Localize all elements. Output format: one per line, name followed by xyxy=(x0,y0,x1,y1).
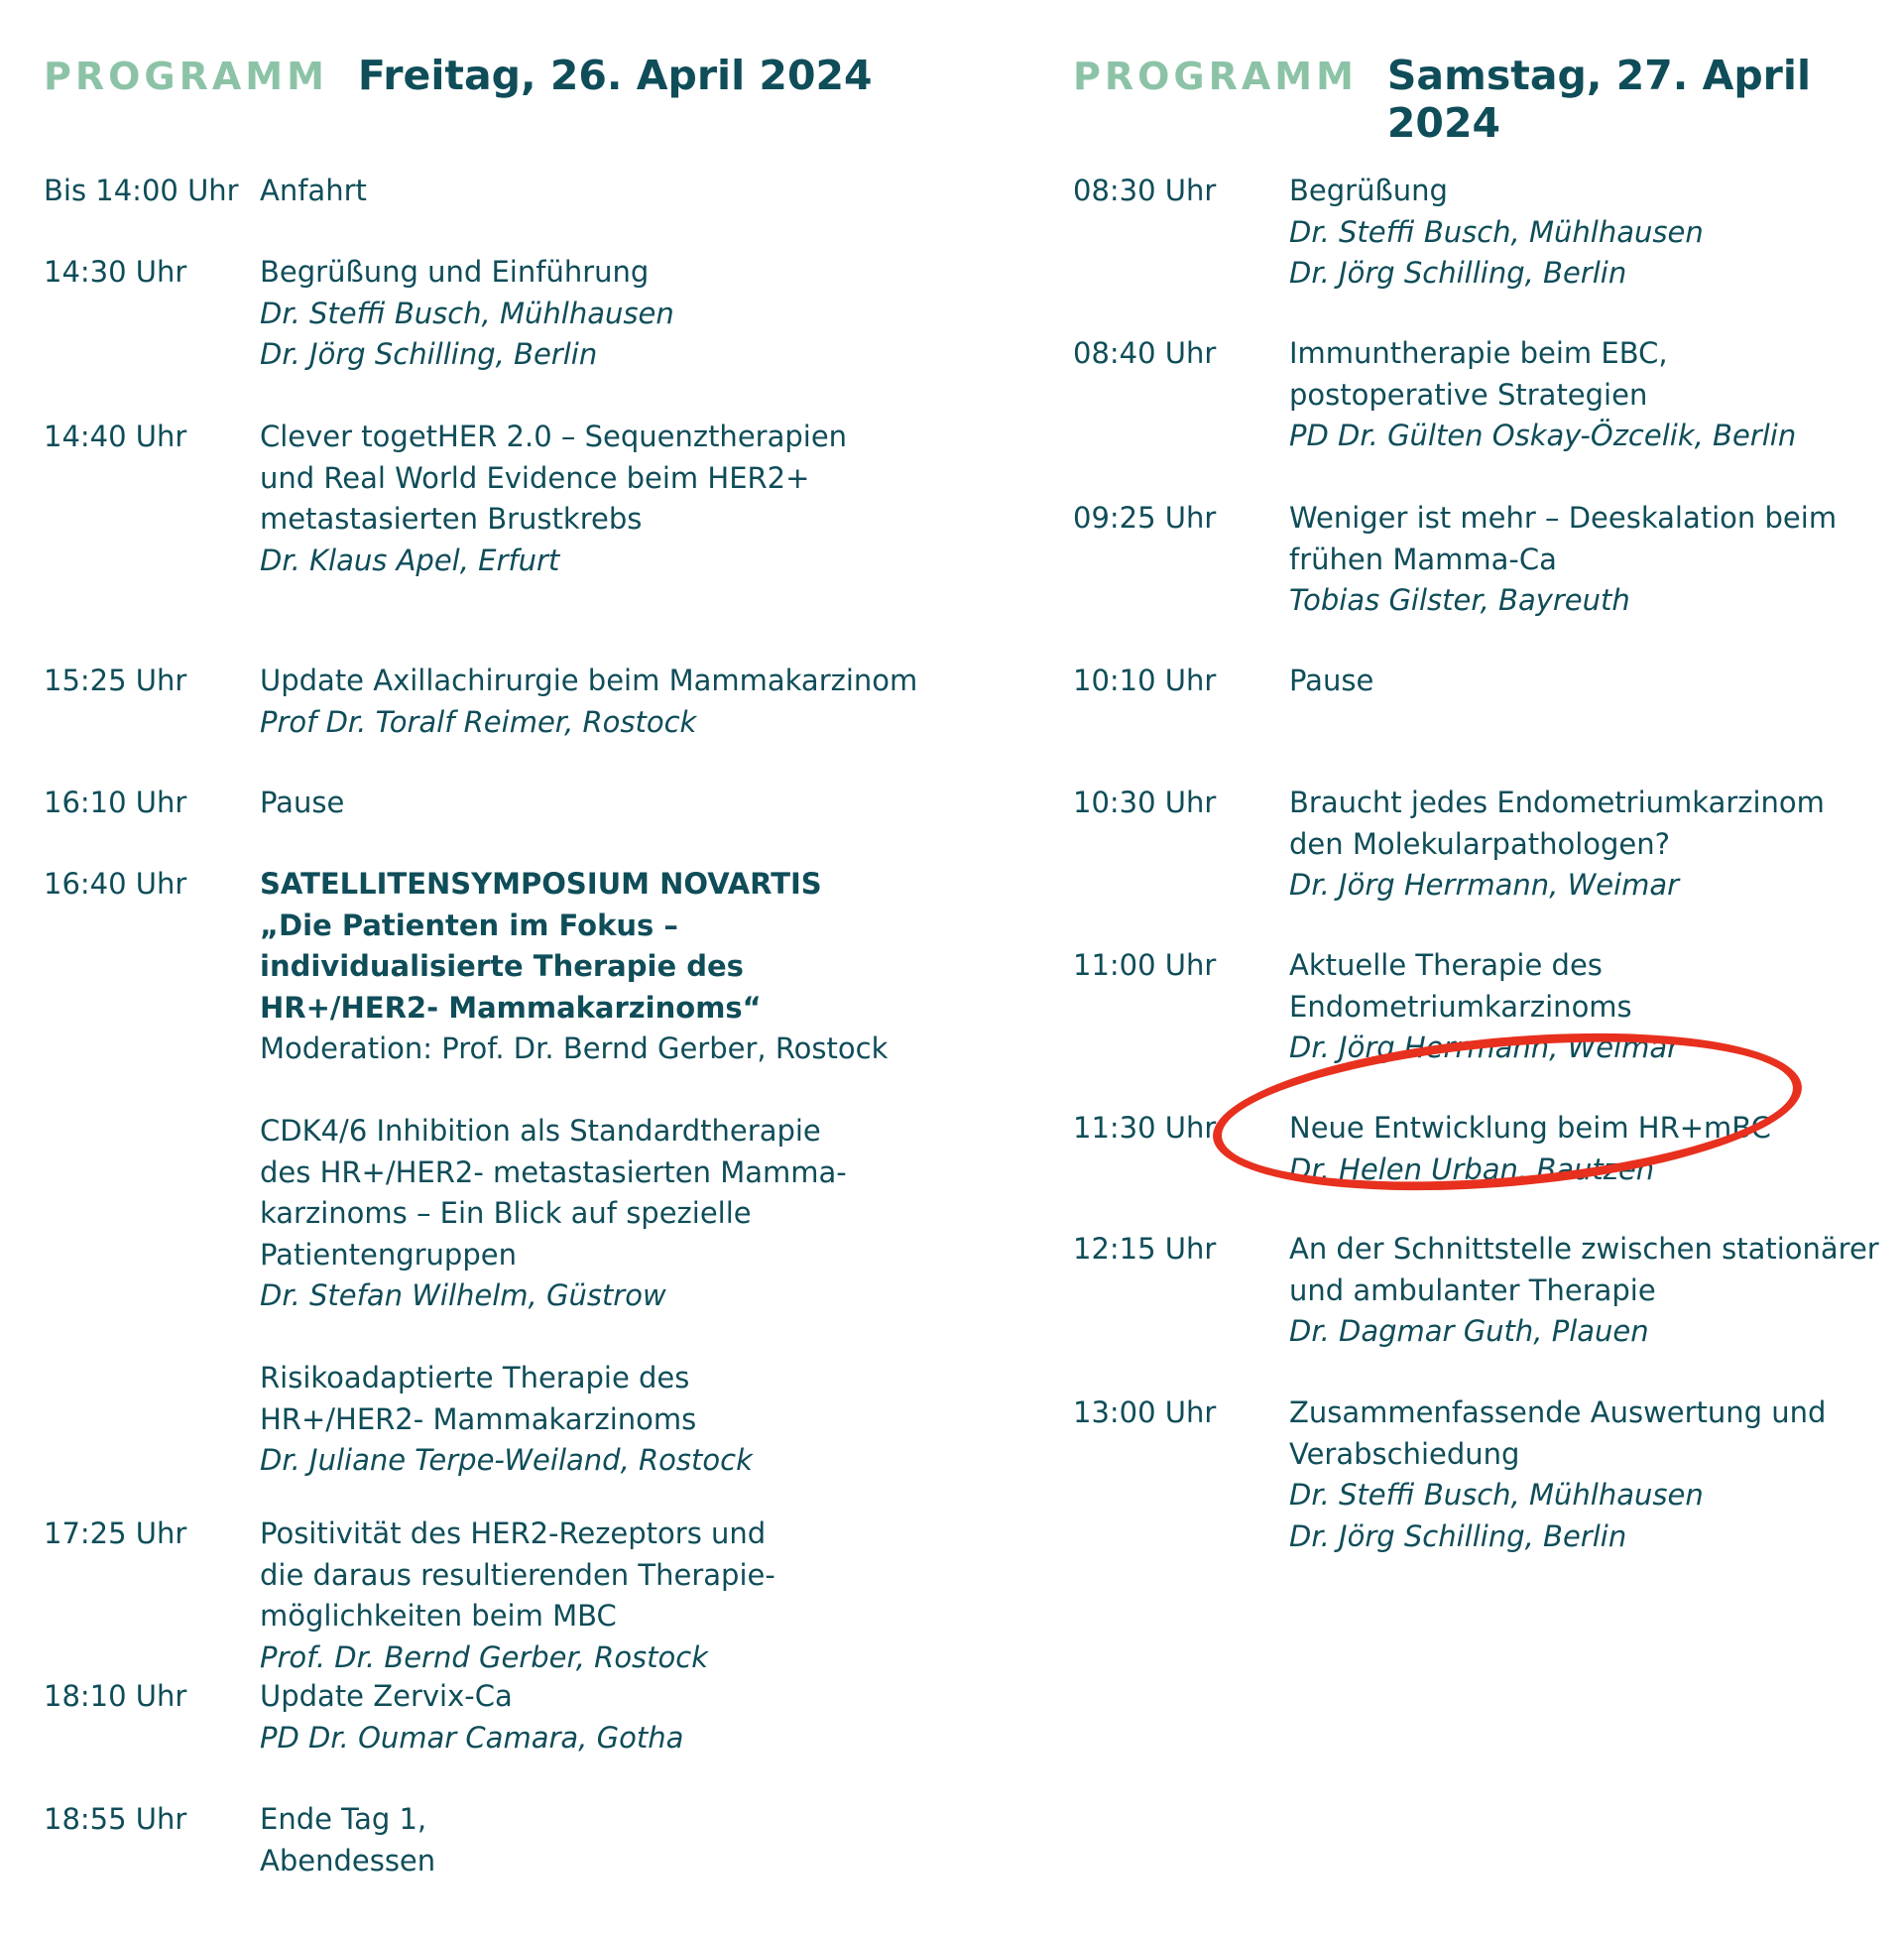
entry-speaker: Dr. Jörg Herrmann, Weimar xyxy=(1289,868,1680,902)
entry-speaker: Dr. Steffi Busch, Mühlhausen xyxy=(260,296,674,330)
entry-content xyxy=(260,661,917,743)
entry-time: 16:10 Uhr xyxy=(44,786,187,819)
entry-title-line: die daraus resultierenden Therapie- xyxy=(260,1557,775,1592)
entry-title-line: metastasierten Brustkrebs xyxy=(260,502,643,536)
entry-title-line: Ende Tag 1, xyxy=(260,1802,427,1836)
entry-content xyxy=(260,864,888,1482)
programm-label: PROGRAMM xyxy=(44,55,328,98)
entry-content xyxy=(260,252,674,376)
talk-title-line: Patientengruppen xyxy=(260,1237,517,1272)
entry-content xyxy=(260,1676,683,1758)
entry-title-line: postoperative Strategien xyxy=(1289,377,1648,412)
entry-title-line: Pause xyxy=(1289,664,1374,697)
entry-time: 08:40 Uhr xyxy=(1073,336,1217,370)
entry-time: 11:30 Uhr xyxy=(1073,1111,1217,1145)
entry-content xyxy=(1289,945,1679,1069)
entry-time: 13:00 Uhr xyxy=(1073,1395,1217,1429)
entry-time: 18:55 Uhr xyxy=(44,1802,187,1836)
talk-speaker: Dr. Juliane Terpe-Weiland, Rostock xyxy=(260,1443,753,1477)
entry-content xyxy=(1289,171,1704,295)
entry-speaker: Dr. Jörg Schilling, Berlin xyxy=(1289,256,1627,290)
entry-time: 09:25 Uhr xyxy=(1073,501,1217,535)
entry-time: 17:25 Uhr xyxy=(44,1516,187,1550)
entry-speaker: Dr. Jörg Schilling, Berlin xyxy=(1289,1518,1627,1553)
entry-content xyxy=(260,417,847,581)
entry-speaker: PD Dr. Gülten Oskay-Özcelik, Berlin xyxy=(1289,419,1797,452)
entry-content xyxy=(260,783,344,824)
entry-speaker: PD Dr. Oumar Camara, Gotha xyxy=(260,1720,684,1755)
entry-title-line: Anfahrt xyxy=(260,174,367,207)
entry-content xyxy=(1289,661,1373,702)
entry-time: 18:10 Uhr xyxy=(44,1679,187,1713)
entry-title-line: Begrüßung xyxy=(1289,174,1448,207)
entry-title-line: Pause xyxy=(260,786,345,819)
entry-speaker: Dr. Helen Urban, Bautzen xyxy=(1289,1152,1655,1186)
entry-title-line: Update Zervix-Ca xyxy=(260,1679,513,1713)
entry-time: 15:25 Uhr xyxy=(44,664,187,697)
programm-label: PROGRAMM xyxy=(1073,55,1358,98)
entry-title-line: und Real World Evidence beim HER2+ xyxy=(260,460,810,495)
entry-title-line: Zusammenfassende Auswertung und xyxy=(1289,1395,1827,1429)
entry-time: Bis 14:00 Uhr xyxy=(44,174,239,207)
entry-title-line: Clever togetHER 2.0 – Sequenztherapien xyxy=(260,420,848,453)
entry-title-line: Verabschiedung xyxy=(1289,1436,1520,1471)
entry-time: 10:30 Uhr xyxy=(1073,786,1217,819)
entry-title-line: Braucht jedes Endometriumkarzinom xyxy=(1289,786,1825,819)
entry-time: 08:30 Uhr xyxy=(1073,174,1217,207)
entry-content xyxy=(260,1514,775,1678)
friday-header xyxy=(44,52,1015,111)
entry-content xyxy=(1289,498,1837,622)
entry-speaker: Dr. Jörg Schilling, Berlin xyxy=(260,337,598,371)
talk-title-line: karzinoms – Ein Blick auf spezielle xyxy=(260,1196,752,1230)
symposium-title-line: „Die Patienten im Fokus – xyxy=(260,908,678,942)
entry-title-line: An der Schnittstelle zwischen stationärer xyxy=(1289,1232,1879,1266)
entry-content xyxy=(1289,1229,1879,1353)
entry-title-line: Endometriumkarzinoms xyxy=(1289,989,1632,1024)
entry-title-line: Immuntherapie beim EBC, xyxy=(1289,336,1668,370)
entry-time: 14:40 Uhr xyxy=(44,420,187,453)
friday-column xyxy=(44,52,1015,1878)
entry-title-line: Abendessen xyxy=(260,1843,436,1878)
talk-title-line: Risikoadaptierte Therapie des xyxy=(260,1361,690,1394)
saturday-column xyxy=(1073,52,1886,1553)
entry-speaker: Tobias Gilster, Bayreuth xyxy=(1289,583,1630,617)
entry-speaker: Dr. Steffi Busch, Mühlhausen xyxy=(1289,214,1704,249)
entry-title-line: Neue Entwicklung beim HR+mBC xyxy=(1289,1111,1771,1145)
entry-title-line: Begrüßung und Einführung xyxy=(260,255,650,289)
talk-title-line: des HR+/HER2- metastasierten Mamma- xyxy=(260,1154,847,1189)
entry-speaker: Dr. Dagmar Guth, Plauen xyxy=(1289,1314,1649,1348)
day-title: Freitag, 26. April 2024 xyxy=(357,52,873,99)
entry-content xyxy=(260,1799,435,1881)
talk-title-line: CDK4/6 Inhibition als Standardtherapie xyxy=(260,1114,821,1148)
entry-time: 10:10 Uhr xyxy=(1073,664,1217,697)
entry-time: 12:15 Uhr xyxy=(1073,1232,1217,1266)
entry-time: 16:40 Uhr xyxy=(44,867,187,901)
entry-title-line: frühen Mamma-Ca xyxy=(1289,542,1557,576)
symposium-talk xyxy=(260,1111,888,1317)
entry-speaker: Prof. Dr. Bernd Gerber, Rostock xyxy=(260,1639,709,1674)
entry-title-line: Weniger ist mehr – Deeskalation beim xyxy=(1289,501,1838,535)
entry-content xyxy=(1289,783,1825,907)
symposium-title-line: individualisierte Therapie des xyxy=(260,949,744,983)
entry-title-line: und ambulanter Therapie xyxy=(1289,1273,1656,1307)
entry-speaker: Prof Dr. Toralf Reimer, Rostock xyxy=(260,704,697,739)
entry-time: 11:00 Uhr xyxy=(1073,948,1217,982)
entry-speaker: Dr. Steffi Busch, Mühlhausen xyxy=(1289,1478,1704,1512)
entry-speaker: Dr. Jörg Herrmann, Weimar xyxy=(1289,1031,1680,1064)
talk-speaker: Dr. Stefan Wilhelm, Güstrow xyxy=(260,1278,666,1312)
entry-time: 14:30 Uhr xyxy=(44,255,187,289)
entry-content xyxy=(1289,333,1796,457)
symposium-talk xyxy=(260,1358,888,1482)
day-title: Samstag, 27. April 2024 xyxy=(1386,52,1812,147)
symposium-title-line: SATELLITENSYMPOSIUM NOVARTIS xyxy=(260,867,822,901)
entry-title-line: Positivität des HER2-Rezeptors und xyxy=(260,1516,767,1550)
entry-title-line: den Molekularpathologen? xyxy=(1289,826,1671,861)
talk-title-line: HR+/HER2- Mammakarzinoms xyxy=(260,1401,697,1436)
moderation-line: Moderation: Prof. Dr. Bernd Gerber, Rostock xyxy=(260,1031,889,1065)
entry-speaker: Dr. Klaus Apel, Erfurt xyxy=(260,543,560,577)
entry-title-line: Aktuelle Therapie des xyxy=(1289,948,1603,982)
entry-content xyxy=(260,171,367,212)
entry-content xyxy=(1289,1393,1826,1557)
saturday-header xyxy=(1073,52,1886,147)
entry-title-line: Update Axillachirurgie beim Mammakarzinom xyxy=(260,664,918,697)
entry-title-line: möglichkeiten beim MBC xyxy=(260,1599,617,1633)
entry-content xyxy=(1289,1108,1771,1190)
symposium-title-line: HR+/HER2- Mammakarzinoms“ xyxy=(260,990,762,1025)
